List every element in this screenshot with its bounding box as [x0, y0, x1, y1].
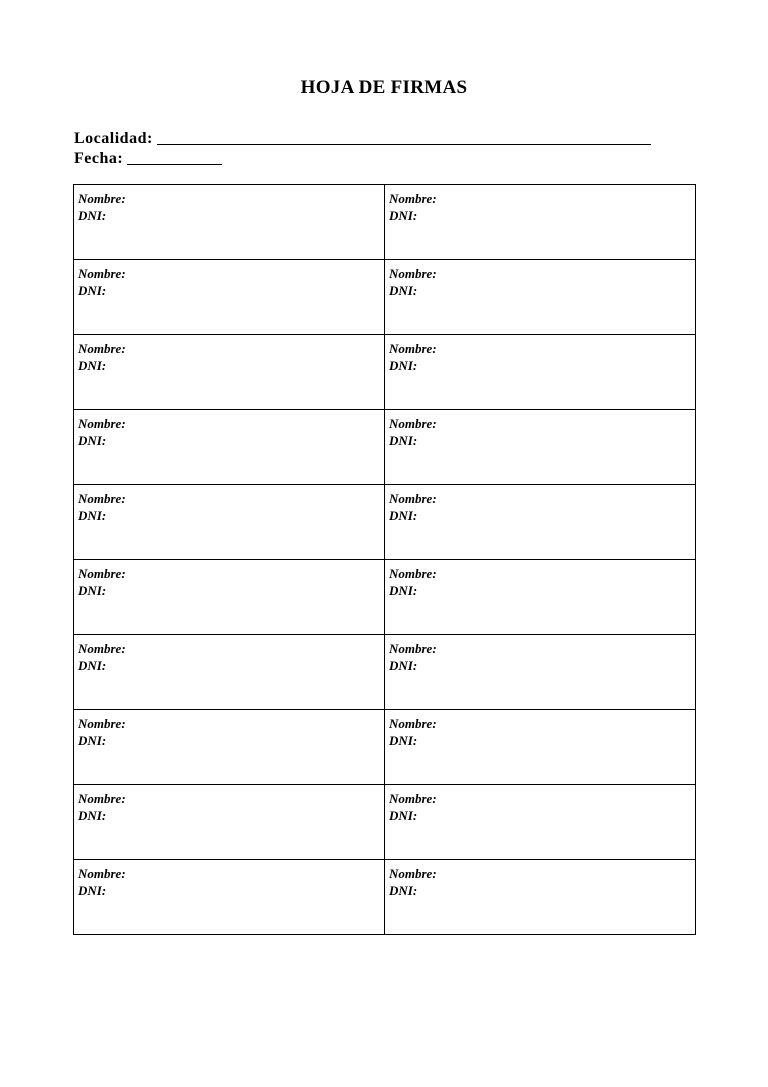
nombre-label: Nombre:	[78, 866, 126, 881]
nombre-label: Nombre:	[78, 491, 126, 506]
table-row	[74, 635, 696, 710]
signature-cell-left[interactable]	[74, 260, 385, 335]
nombre-label: Nombre:	[389, 416, 437, 431]
nombre-label: Nombre:	[389, 716, 437, 731]
nombre-label: Nombre:	[78, 341, 126, 356]
dni-label: DNI:	[389, 508, 418, 523]
page-title: HOJA DE FIRMAS	[300, 77, 468, 98]
signature-cell-left[interactable]	[74, 560, 385, 635]
dni-label: DNI:	[78, 208, 107, 223]
dni-label: DNI:	[78, 808, 107, 823]
nombre-label: Nombre:	[389, 191, 437, 206]
nombre-label: Nombre:	[78, 566, 126, 581]
signature-cell-right[interactable]	[385, 635, 696, 710]
nombre-label: Nombre:	[389, 791, 437, 806]
table-row	[74, 260, 696, 335]
localidad-field	[74, 126, 651, 148]
nombre-label: Nombre:	[389, 266, 437, 281]
table-row	[74, 335, 696, 410]
signature-cell-right[interactable]	[385, 485, 696, 560]
dni-label: DNI:	[389, 658, 418, 673]
localidad-blank-line[interactable]	[157, 128, 651, 145]
signature-cell-left[interactable]	[74, 785, 385, 860]
dni-label: DNI:	[78, 283, 107, 298]
signature-cell-right[interactable]	[385, 860, 696, 935]
dni-label: DNI:	[78, 658, 107, 673]
nombre-label: Nombre:	[78, 416, 126, 431]
signature-cell-right[interactable]	[385, 710, 696, 785]
signature-cell-left[interactable]	[74, 710, 385, 785]
nombre-label: Nombre:	[78, 266, 126, 281]
dni-label: DNI:	[389, 733, 418, 748]
dni-label: DNI:	[389, 433, 418, 448]
table-row	[74, 710, 696, 785]
dni-label: DNI:	[78, 883, 107, 898]
nombre-label: Nombre:	[389, 641, 437, 656]
nombre-label: Nombre:	[389, 341, 437, 356]
dni-label: DNI:	[389, 583, 418, 598]
table-row	[74, 185, 696, 260]
nombre-label: Nombre:	[78, 716, 126, 731]
table-row	[74, 860, 696, 935]
signature-table	[73, 184, 696, 935]
dni-label: DNI:	[78, 358, 107, 373]
signature-cell-left[interactable]	[74, 185, 385, 260]
dni-label: DNI:	[389, 883, 418, 898]
nombre-label: Nombre:	[78, 791, 126, 806]
nombre-label: Nombre:	[389, 866, 437, 881]
nombre-label: Nombre:	[389, 566, 437, 581]
nombre-label: Nombre:	[78, 641, 126, 656]
table-row	[74, 785, 696, 860]
signature-cell-right[interactable]	[385, 185, 696, 260]
fecha-field	[74, 146, 222, 168]
dni-label: DNI:	[389, 283, 418, 298]
dni-label: DNI:	[389, 358, 418, 373]
dni-label: DNI:	[78, 508, 107, 523]
signature-cell-left[interactable]	[74, 335, 385, 410]
table-row	[74, 485, 696, 560]
fecha-blank-line[interactable]	[127, 148, 222, 165]
signature-cell-left[interactable]	[74, 410, 385, 485]
signature-table-body	[74, 185, 696, 935]
nombre-label: Nombre:	[78, 191, 126, 206]
signature-cell-right[interactable]	[385, 785, 696, 860]
signature-cell-left[interactable]	[74, 485, 385, 560]
signature-cell-left[interactable]	[74, 635, 385, 710]
signature-cell-right[interactable]	[385, 260, 696, 335]
fecha-label: Fecha:	[74, 150, 124, 167]
signature-cell-left[interactable]	[74, 860, 385, 935]
signature-cell-right[interactable]	[385, 410, 696, 485]
signature-cell-right[interactable]	[385, 335, 696, 410]
dni-label: DNI:	[78, 733, 107, 748]
table-row	[74, 560, 696, 635]
dni-label: DNI:	[78, 433, 107, 448]
localidad-label: Localidad:	[74, 130, 153, 147]
dni-label: DNI:	[389, 808, 418, 823]
dni-label: DNI:	[389, 208, 418, 223]
signature-cell-right[interactable]	[385, 560, 696, 635]
nombre-label: Nombre:	[389, 491, 437, 506]
table-row	[74, 410, 696, 485]
dni-label: DNI:	[78, 583, 107, 598]
